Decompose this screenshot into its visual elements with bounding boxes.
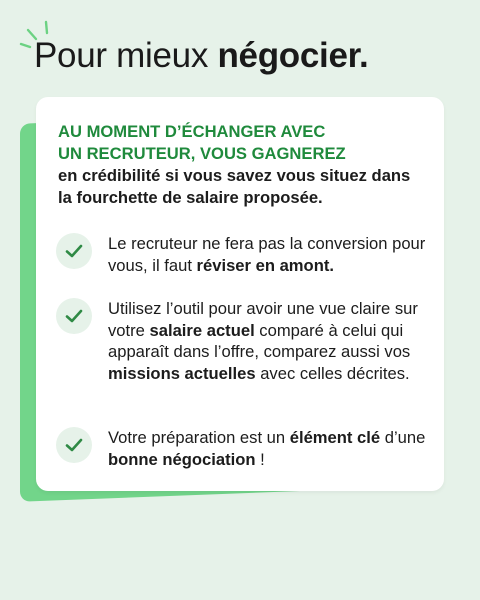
checkmark-icon (65, 437, 83, 453)
title-bold: négocier. (217, 36, 369, 75)
intro-accent-line-2: UN RECRUTEUR, VOUS GAGNEREZ (58, 144, 346, 163)
list-item-text: Votre préparation est un élément clé d’une bonne négociation ! (108, 428, 426, 469)
check-badge (56, 233, 92, 269)
checkmark-icon (65, 243, 83, 259)
page-title (34, 36, 368, 76)
list-item-text: Le recruteur ne fera pas la conversion pour vous, il faut réviser en amont. (108, 234, 426, 275)
card-intro (58, 121, 428, 209)
intro-body: en crédibilité si vous savez vous situez dans la fourchette de salaire proposée. (58, 166, 411, 207)
check-badge (56, 298, 92, 334)
checkmark-icon (65, 308, 83, 324)
check-badge (56, 427, 92, 463)
info-card (36, 97, 444, 491)
list-item-text: Utilisez l’outil pour avoir une vue claire sur votre salaire actuel comparé à celui qui apparaît dans l’offre, comparez aussi vos missions actuelles avec celles décrites. (108, 299, 418, 383)
intro-accent-line-1: AU MOMENT D’ÉCHANGER AVEC (58, 122, 326, 141)
title-regular: Pour mieux (34, 36, 218, 75)
